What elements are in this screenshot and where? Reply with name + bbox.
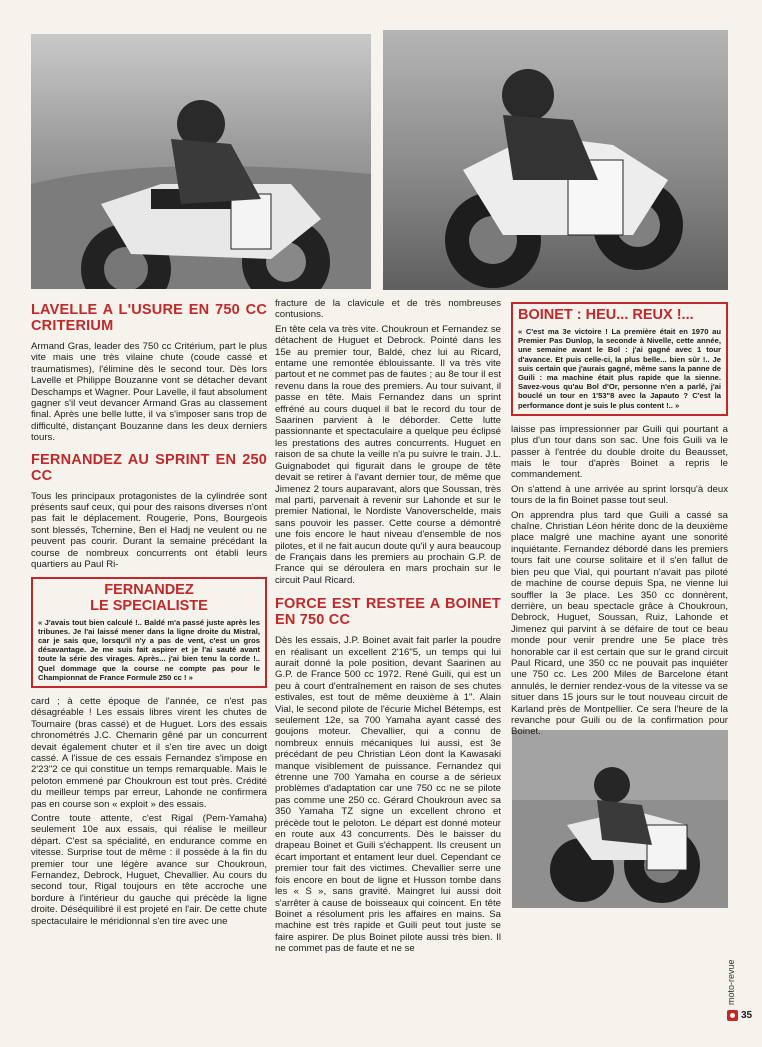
headline-lavelle: LAVELLE A L'USURE EN 750 CC CRITERIUM: [31, 302, 267, 334]
sidebar-box-fernandez: [31, 577, 267, 688]
column-3: [511, 298, 728, 741]
magazine-name: moto-revue: [726, 959, 736, 1005]
paragraph: fracture de la clavicule et de très nombreuses contusions.: [275, 298, 501, 321]
rider-6-illustration: [383, 30, 728, 290]
box-quote: « J'avais tout bien calculé !.. Baldé m'a passé juste après les tribunes. Je l'ai laissé mener dans la ligne droite du Mistral, car je sais que, lorsqu'il n'y a pas de vent, c'est un gros désavantage. Je me suis fait aspirer et je l'ai sauté avant toute la série des virages. Après... j'ai bien tenu la corde !.. Quel dommage que la course ne compte pas pour le Championnat de France Formule 250 cc ! »: [38, 617, 260, 682]
photo-rider-number-4: [31, 34, 371, 289]
rider-47-illustration: [512, 730, 728, 908]
sidebar-box-boinet: [511, 302, 728, 416]
column-1: [31, 298, 267, 930]
paragraph: laisse pas impressionner par Guili qui pourtant a plus d'un tour dans son sac. Une fois Guili va le passer à l'entrée du double droite du Beausset, mais le tour d'après Boinet a repris le commandement.: [511, 423, 728, 481]
magazine-logo-icon: [727, 1010, 738, 1021]
box-quote: « C'est ma 3e victoire ! La première était en 1970 au Premier Pas Dunlop, la seconde à Nivelle, cette année, une semaine avant le Bol : j'ai gagné avec 1 tour d'avance. Et puis celle-ci, la plus belle... bien sûr !.. Je suis certain que j'aurais gagné, même sans la panne de Guili : ma machine était plus rapide que la sienne. Savez-vous qu'au Bol d'Or, personne n'en a parlé, j'ai bouclé un tour en 1'53"8 avec la Japauto ? C'est la performance dont je suis le plus content !.. »: [518, 327, 721, 410]
photo-rider-number-6: [383, 30, 728, 290]
page-number: 35: [741, 1010, 753, 1021]
headline-fernandez-sprint: FERNANDEZ AU SPRINT EN 250 CC: [31, 451, 267, 484]
paragraph: card ; à cette époque de l'année, ce n'est pas désagréable ! Les essais libres virent les chutes de Tournaire (bras cassé) et de Huguet. Lors des essais chronométrés J.C. Chemarin gêné par un concurrent devait également chuter et il s'en tire avec un doigt cassé. A l'issue de ces essais Fernandez s'impose en 2'23"2 ce qui constitue un temps remarquable. Mais le peloton emmené par Choukroun est tout près. Crédité du meilleur temps par erreur, Lahonde ne confirmera pas en course son « exploit » des essais.: [31, 695, 267, 810]
column-2: [275, 298, 501, 958]
box-title: BOINET : HEU... REUX !...: [518, 307, 694, 323]
headline-boinet-750: FORCE EST RESTEE A BOINET EN 750 CC: [275, 596, 501, 629]
paragraph: Dès les essais, J.P. Boinet avait fait parler la poudre en réalisant un excellent 2'16"5, un temps qui lui aurait donné la pole position, devant Saarinen au G.P. de France 500 cc 1972. René Guili, qui est un peu à court d'entraînement en raison de ses chutes estivales, est tout de même deuxième à 1". Alain Vial, le second pilote de l'écurie Michel Bétemps, est seulement 12e, sa 700 Yamaha ayant cassé des goujons moteur. Chevallier, qui a connu de nombreux ennuis mécaniques lui aussi, est 3e précédant de peu Christian Léon dont la Kawasaki manque visiblement de puissance. Fernandez qui étrenne une 700 Yamaha en course a de sérieux problèmes d'adaptation car une 750 cc ne se pilote pas comme une 250 cc. Gérard Choukroun avec sa 350 Yamaha TZ signe un excellent chrono et précède tout le peloton. Le départ est donné moteur en route aux 43 concurrents. Dès le baisser du drapeau Boinet et Guili s'échappent. Ils creusent un écart important et entament leur duel. Cependant ce premier tour fait des victimes. Chevallier serre une fois encore en bout de ligne et Husson tombe dans les « S », sans gravité. Maingret lui aussi doit s'arrêter à cause de boisseaux qui coincent. En tête Boinet a résolument pris les affaires en mains. Sa machine est très rapide et Guili peut tout juste se faire aspirer. De plus Boinet pilote aussi très bien. Il ne commet pas de faute et ne se: [275, 635, 501, 955]
paragraph: On s'attend à une arrivée au sprint lorsqu'à deux tours de la fin Boinet passe tout seul.: [511, 483, 728, 507]
box-title-line-1: FERNANDEZ: [104, 581, 194, 598]
paragraph: Tous les principaux protagonistes de la cylindrée sont présents sauf ceux, qui pour des raisons diverses n'ont pas fait le déplacement. Rougerie, Pons, Bourgeois sont blessés, Tchernine, Ben el Hadj ne veulent ou ne peuvent pas courir. Durant la semaine précédant la course de nombreux concurrents ont établi leurs quartiers au Paul Ri-: [31, 490, 267, 571]
box-title-line-2: LE SPECIALISTE: [90, 597, 208, 614]
paragraph: Contre toute attente, c'est Rigal (Pem-Yamaha) seulement 10e aux essais, qui réalise le meilleur départ. C'est sa spécialité, en endurance comme en vitesse. Surprise tout de même : il possède à la fin du premier tour une légère avance sur Choukroun, Fernandez, Debrock, Huguet, Chevallier. Au cours du second tour, Rigal toujours en tête accroche une bordure à l'intérieur du gauche qui précède la ligne droite. Déséquilibré il est projeté en l'air. De cette chute spectaculaire le méridionnal s'en tire avec une: [31, 812, 267, 927]
rider-4-illustration: [31, 34, 371, 289]
photo-rider-number-47: [512, 730, 728, 908]
paragraph: En tête cela va très vite. Choukroun et Fernandez se détachent de Huguet et Debrock. Pointé dans les 15e au premier tour, Baldé, chez lui au Ricard, entame une remontée éblouissante. Il va très vite partout et ne commet pas de fautes ; au 8e tour il est revenu dans la roue des premiers. Au tour suivant, il passe en tête. Mais Fernandez dans un sprint effréné au cours duquel il bat le record du tour de Saarinen parvient à le déborder. Cette lutte passionnante et spectaculaire a quelque peu éclipsé les prestations des autres concurrents. Huguet en raison de sa chute la veille n'a pu suivre le train. J.L. Guignabodet qui figurait dans le groupe de tête devait se retirer à l'avant dernier tour, de même que Jimenez 2 tours auparavant, alors que Soussan, très mal parti, parvenait à revenir sur Lahonde et sur le premier National, le Nordiste Vanoverschelde, mais sans pouvoir les passer. Cette course a démontré une fois encore le haut niveau d'ensemble de nos pilotes, et il ne fait aucun doute qu'il y aura beaucoup de Français dans les premiers au prochain G.P. de France qui se déroulera en mars prochain sur le circuit Paul Ricard.: [275, 323, 501, 586]
paragraph: On apprendra plus tard que Guili a cassé sa chaîne. Christian Léon hérite donc de la deuxième place malgré une machine ayant une sonorité inquiétante. Fernandez débordé dans les premiers tours fait une course solitaire et il s'en fallut de bien peu que Vial, qui pourtant n'avait pas piloté de machine de course depuis Spa, ne vienne lui souffler la 3e place. Les 350 cc donnèrent, derrière, un beau spectacle grâce à Choukroun, Debrock, Huguet, Soussan, Ruiz, Lahonde et Jimenez qui parvint à se défaire de tout ce beau monde pour venir prendre une 5e place très honorable car il est certain que sur le grand circuit Paul Ricard, une 350 cc ne pouvait pas inquiéter une 750 cc. Les 200 Miles de Barcelone étant annulés, le dernier rendez-vous de la vitesse va se situer dans 15 jours sur le tout nouveau circuit de Karland près de Montpellier. Ce sera l'heure de la revanche pour Guili ou de la confirmation pour Boinet.: [511, 509, 728, 738]
paragraph: Armand Gras, leader des 750 cc Critérium, part le plus vite mais une très vilaine chute (coude cassé et traumatismes), l'élimine dès le second tour. Dès lors Lavelle et Philippe Bouzanne vont se détacher devant Deschamps et Wagner. Pour Lavelle, il faut absolument gagner s'il veut devancer Armand Gras au classement final. Après une belle lutte, il va s'imposer sans trop de difficulté, distançant Bouzanne dans les deux derniers tours.: [31, 341, 267, 444]
